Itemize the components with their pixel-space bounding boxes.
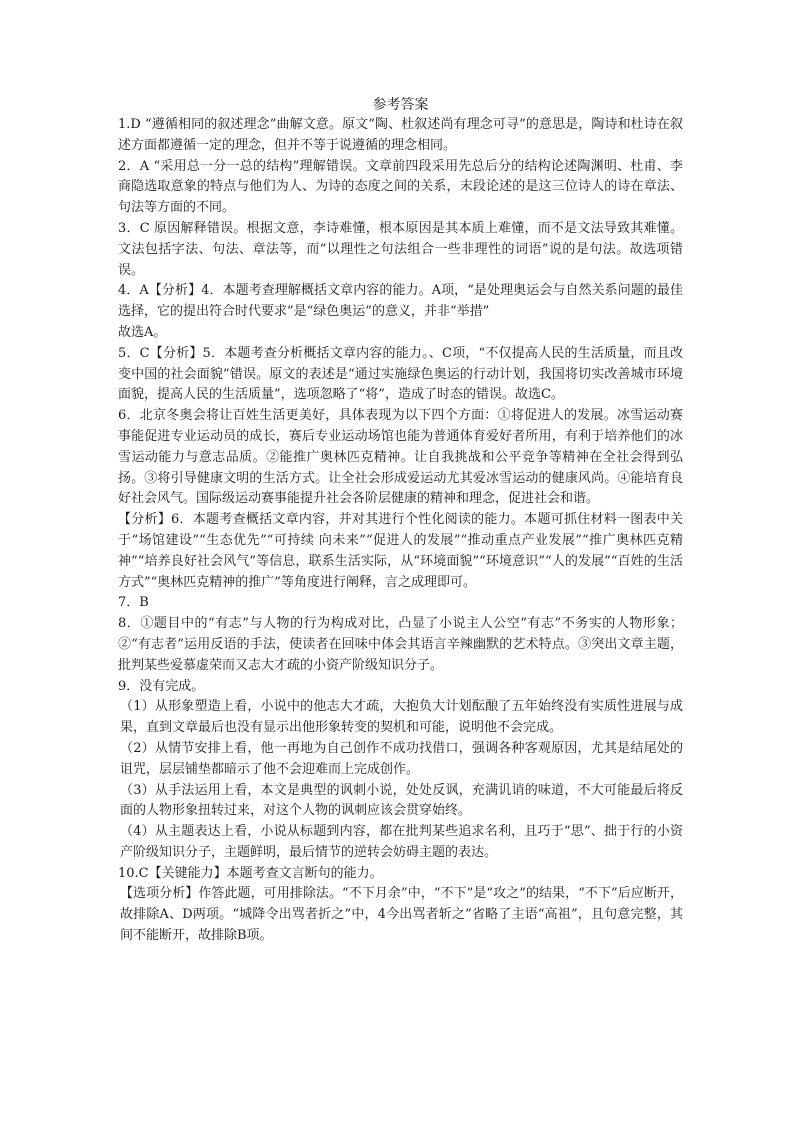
answer-9-point-2: （2）从情节安排上看，他一再地为自己创作不成功找借口，强调各种客观原因，尤其是结尾处的诅咒，层层铺垫都暗示了他不会迎难而上完成创作。	[120, 740, 683, 777]
answer-9: 9．没有完成。	[118, 678, 205, 694]
answer-10: 10.C【关键能力】本题考查文言断句的能力。	[118, 865, 383, 881]
answer-sheet	[118, 95, 683, 947]
answer-6-analysis: 【分析】6．本题考查概括文章内容，并对其进行个性化阅读的能力。本题可抓住材料一图表中关于“场馆建设”“生态优先”“可持续 向未来”“促进人的发展”“推动重点产业发展”“推广奥林匹克精神”“培养良好社会风气”等信息，联系生活实际，从“环境面貌”“环境意识”“人的发展”“百姓的生活方式”“奥林匹克精神的推广”等角度进行阐释，言之成理即可。	[118, 512, 683, 590]
answer-9-point-1: （1）从形象塑造上看，小说中的他志大才疏，大抱负大计划酝酿了五年始终没有实质性进展与成果，直到文章最后也没有显示出他形象转变的契机和可能，说明他不会完成。	[120, 699, 683, 736]
answer-4: 4．A【分析】4．本题考查理解概括文章内容的能力。A项，“是处理奥运会与自然关系问题的最佳选择，它的提出符合时代要求”是“绿色奥运”的意义，并非“举措”	[118, 283, 683, 320]
answer-2: 2．A “采用总一分一总的结构”理解错误。文章前四段采用先总后分的结构论述陶渊明、杜甫、李商隐选取意象的特点与他们为人、为诗的态度之间的关系，末段论述的是这三位诗人的诗在章法、句法等方面的不同。	[118, 158, 683, 216]
answer-9-point-3: （3）从手法运用上看，本文是典型的讽刺小说，处处反讽，充满讥诮的味道，不大可能最后将反面的人物形象扭转过来，对这个人物的讽刺应该会贯穿始终。	[120, 782, 683, 819]
answer-1: 1.D “遵循相同的叙述理念”曲解文意。原文“陶、杜叙述尚有理念可寻”的意思是，陶诗和杜诗在叙述方面都遵循一定的理念，但并不等于说遵循的理念相同。	[118, 117, 683, 153]
answer-6: 6．北京冬奥会将让百姓生活更美好，具体表现为以下四个方面：①将促进人的发展。冰雪运动赛事能促进专业运动员的成长，赛后专业运动场馆也能为普通体育爱好者所用，有利于培养他们的冰雪运动能力与意志品质。②能推广奥林匹克精神。让自我挑战和公平竞争等精神在全社会得到弘扬。③将引导健康文明的生活方式。让全社会形成爱运动尤其爱冰雪运动的健康风尚。④能培育良好社会风气。国际级运动赛事能提升社会各阶层健康的精神和理念，促进社会和谐。	[118, 408, 683, 507]
answer-7: 7．B	[118, 595, 149, 611]
answer-4-conclusion: 故选A。	[118, 324, 167, 340]
answer-5: 5．C【分析】5．本题考查分析概括文章内容的能力。、C项，“不仅提高人民的生活质量，而且改变中国的社会面貌”错误。原文的表述是“通过实施绿色奥运的行动计划，我国将切实改善城市环境面貌，提高人民的生活质量”，选项忽略了“将”，造成了时态的错误。故选C。	[118, 345, 683, 403]
answer-9-point-4: （4）从主题表达上看，小说从标题到内容，都在批判某些追求名利，且巧于“思”、拙于行的小资产阶级知识分子，主题鲜明，最后情节的逆转会妨碍主题的表达。	[120, 824, 683, 860]
answer-8: 8．①题目中的“有志”与人物的行为构成对比，凸显了小说主人公空“有志”不务实的人物形象；②“有志者”运用反语的手法，使读者在回味中体会其语言辛辣幽默的艺术特点。③突出文章主题，批判某些爱慕虚荣而又志大才疏的小资产阶级知识分子。	[118, 616, 683, 673]
answer-3: 3．C 原因解释错误。根据文意，李诗难懂，根本原因是其本质上难懂，而不是文法导致其难懂。文法包括字法、句法、章法等，而“以理性之句法组合一些非理性的词语”说的是句法。故选项错误。	[118, 220, 683, 278]
answer-list	[118, 115, 683, 947]
page-title: 参考答案	[372, 97, 429, 113]
answer-10-analysis: 【选项分析】作答此题，可用排除法。“不下月余”中，“不下”是“攻之”的结果，“不下”后应断开，故排除A、D两项。“城降令出骂者折之”中，4今出骂者斩之”省略了主语“高祖”，且句意完整，其间不能断开，故排除B项。	[120, 886, 683, 944]
